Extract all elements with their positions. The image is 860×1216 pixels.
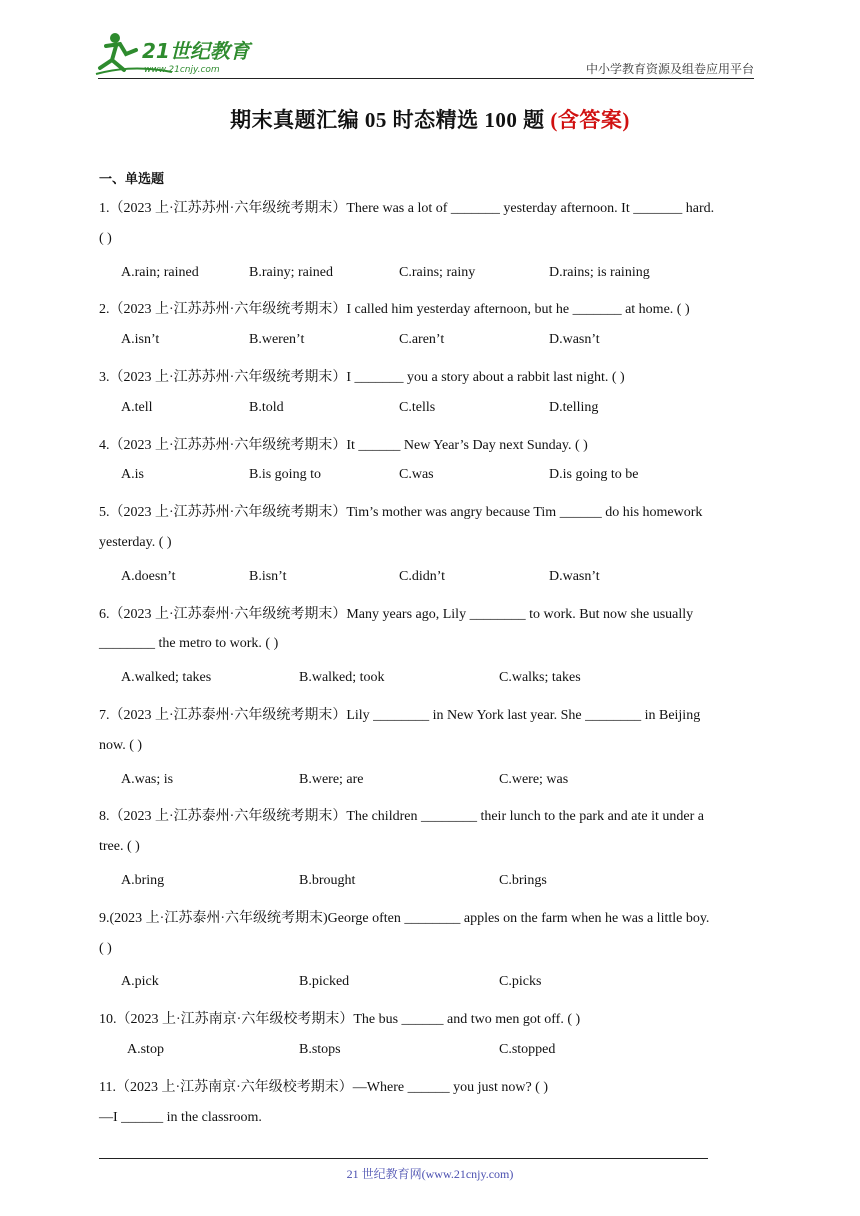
- answer-option: C.picks: [499, 974, 542, 990]
- question-text: 5.（2023 上·江苏苏州·六年级统考期末）Tim’s mother was angry because Tim ______ do his homework: [99, 505, 703, 521]
- header-divider: [98, 78, 754, 79]
- footer-text: 21 世纪教育网(www.21cnjy.com): [346, 1167, 514, 1181]
- answer-option: C.was: [399, 467, 434, 483]
- answer-option: A.walked; takes: [121, 670, 212, 686]
- option-row: [121, 400, 741, 420]
- answer-option: A.pick: [121, 974, 159, 990]
- svg-text:www.21cnjy.com: www.21cnjy.com: [144, 65, 220, 75]
- answer-option: D.telling: [549, 399, 599, 415]
- logo-21cnjy: [92, 30, 262, 80]
- title-answer-note: (含答案): [550, 108, 630, 132]
- question-text: now. ( ): [99, 737, 143, 753]
- question-text: 11.（2023 上·江苏南京·六年级校考期末）—Where ______ you just now? ( ): [99, 1079, 548, 1095]
- answer-option: B.were; are: [299, 771, 364, 787]
- answer-option: A.stop: [127, 1042, 164, 1057]
- answer-option: A.rain; rained: [121, 264, 199, 280]
- answer-option: D.wasn’t: [549, 568, 600, 584]
- option-row: [121, 772, 741, 792]
- option-row: [121, 670, 741, 690]
- answer-option: C.were; was: [499, 771, 569, 787]
- answer-option: C.tells: [399, 399, 436, 415]
- question-text: 4.（2023 上·江苏苏州·六年级统考期末）It ______ New Year’s Day next Sunday. ( ): [99, 437, 588, 453]
- question-text: ( ): [99, 230, 112, 246]
- answer-option: C.walks; takes: [499, 670, 581, 686]
- question-text: 8.（2023 上·江苏泰州·六年级统考期末）The children ________ their lunch to the park and ate it under a: [99, 809, 704, 825]
- answer-option: A.bring: [121, 873, 165, 888]
- answer-option: C.rains; rainy: [399, 264, 476, 280]
- answer-option: D.wasn’t: [549, 332, 600, 348]
- answer-option: B.is going to: [249, 467, 321, 483]
- option-row: [121, 467, 741, 487]
- footer-divider: [99, 1158, 708, 1159]
- section-heading: 一、单选题: [99, 171, 165, 186]
- answer-option: D.rains; is raining: [549, 264, 650, 280]
- answer-option: A.isn’t: [121, 332, 160, 348]
- option-row: [121, 569, 741, 589]
- page-title: [0, 104, 860, 134]
- question-text: 10.（2023 上·江苏南京·六年级校考期末）The bus ______ and two men got off. ( ): [99, 1012, 581, 1028]
- question-text: yesterday. ( ): [99, 535, 172, 550]
- answer-option: B.rainy; rained: [249, 264, 333, 280]
- answer-option: C.aren’t: [399, 332, 445, 348]
- title-main: 期末真题汇编 05 时态精选 100 题: [230, 108, 551, 132]
- question-text: 9.(2023 上·江苏泰州·六年级统考期末)George often ________ apples on the farm when he was a little boy.: [99, 910, 710, 926]
- option-row: [121, 974, 741, 994]
- question-text: 1.（2023 上·江苏苏州·六年级统考期末）There was a lot of _______ yesterday afternoon. It _______ hard.: [99, 201, 715, 216]
- question-text: tree. ( ): [99, 839, 140, 855]
- answer-option: B.walked; took: [299, 670, 385, 686]
- answer-option: A.was; is: [121, 771, 174, 787]
- question-text: ________ the metro to work. ( ): [99, 636, 279, 652]
- page-header: [0, 0, 860, 80]
- option-row: [121, 332, 741, 352]
- svg-text:21世纪教育: 21世纪教育: [142, 39, 250, 63]
- header-platform-text: 中小学教育资源及组卷应用平台: [585, 62, 754, 76]
- answer-option: C.stopped: [499, 1042, 556, 1057]
- answer-option: B.isn’t: [249, 568, 287, 584]
- question-text: 3.（2023 上·江苏苏州·六年级统考期末）I _______ you a story about a rabbit last night. ( ): [99, 370, 625, 385]
- option-row: [121, 1042, 741, 1062]
- question-text: ( ): [99, 940, 112, 956]
- answer-option: B.brought: [299, 873, 356, 888]
- answer-option: A.is: [121, 467, 144, 483]
- option-row: [121, 873, 741, 893]
- answer-option: C.didn’t: [399, 568, 446, 584]
- answer-option: B.stops: [299, 1042, 341, 1057]
- answer-option: A.tell: [121, 399, 153, 415]
- question-text: 7.（2023 上·江苏泰州·六年级统考期末）Lily ________ in New York last year. She ________ in Beijing: [99, 708, 701, 723]
- answer-option: D.is going to be: [549, 467, 639, 483]
- option-row: [121, 265, 741, 285]
- answer-option: B.told: [249, 399, 284, 415]
- answer-option: B.weren’t: [249, 332, 305, 348]
- question-text: —I ______ in the classroom.: [99, 1109, 262, 1125]
- answer-option: C.brings: [499, 873, 547, 888]
- question-text: 6.（2023 上·江苏泰州·六年级统考期末）Many years ago, Lily ________ to work. But now she usually: [99, 606, 694, 622]
- question-text: 2.（2023 上·江苏苏州·六年级统考期末）I called him yesterday afternoon, but he _______ at home. ( ): [99, 302, 690, 318]
- answer-option: A.doesn’t: [121, 568, 176, 584]
- answer-option: B.picked: [299, 974, 350, 990]
